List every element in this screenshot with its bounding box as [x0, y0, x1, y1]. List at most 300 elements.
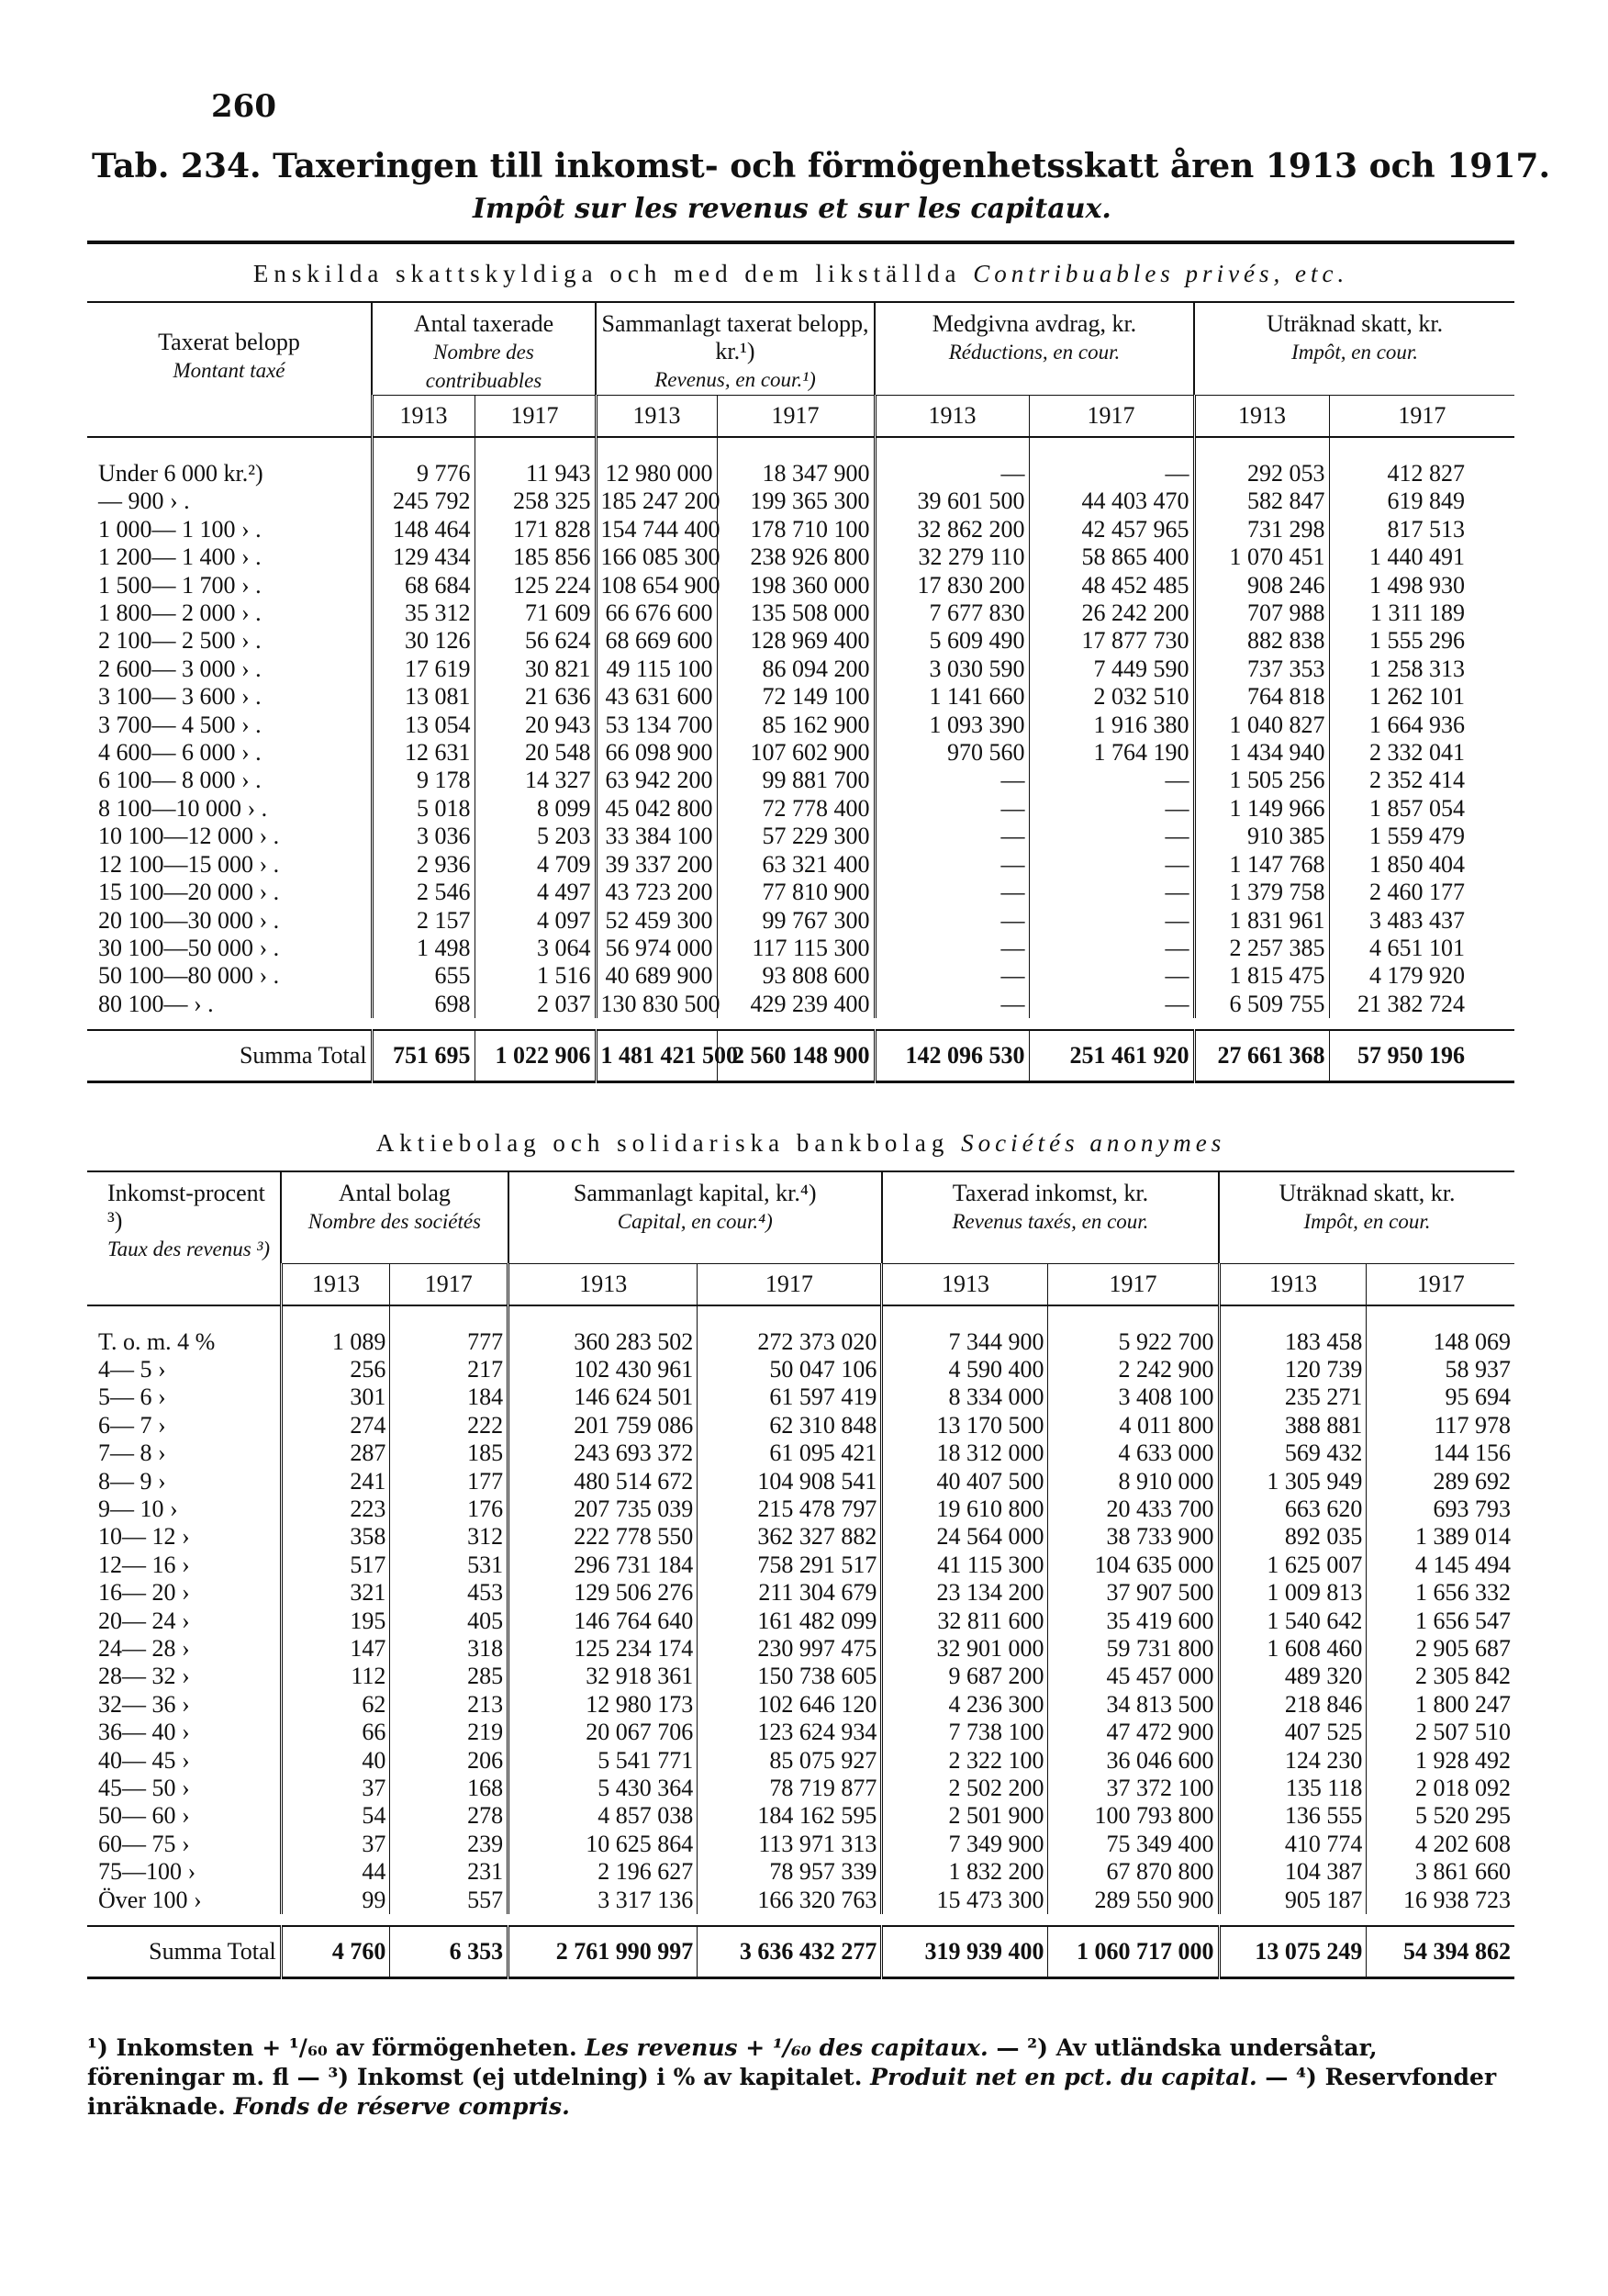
header-tax2-sv: Uträknad skatt, kr.: [1279, 1180, 1456, 1206]
cell-value: 99: [281, 1887, 390, 1914]
table-row: [87, 1551, 1514, 1579]
header-income: [596, 302, 875, 396]
cell-value: 3 861 660: [1367, 1858, 1514, 1886]
cell-value: 5 018: [372, 795, 475, 823]
cell-value: 136 555: [1219, 1802, 1367, 1830]
cell-value: 17 830 200: [875, 572, 1029, 599]
cell-value: —: [1029, 795, 1194, 823]
cell-value: 125 224: [475, 572, 596, 599]
row-label: 1 500— 1 700 › .: [98, 571, 262, 599]
cell-value: 2 037: [475, 991, 596, 1018]
table-row: [87, 1775, 1514, 1802]
cell-value: 3 483 437: [1329, 907, 1468, 935]
header-taxed-income-fr: Revenus taxés, en cour.: [952, 1210, 1149, 1233]
header-count-fr: Nombre des contribuables: [425, 341, 542, 392]
cell-value: 777: [390, 1305, 508, 1356]
total-row: [87, 1926, 1514, 1978]
cell-value: —: [1029, 767, 1194, 794]
row-margin: [1468, 739, 1514, 767]
cell-value: 4 097: [475, 907, 596, 935]
row-label: 60— 75 ›: [98, 1830, 190, 1857]
table-row: [87, 1663, 1514, 1690]
cell-value: 764 818: [1194, 683, 1329, 711]
row-label: 45— 50 ›: [98, 1775, 190, 1801]
cell-value: 14 327: [475, 767, 596, 794]
cell-value: 104 387: [1219, 1858, 1367, 1886]
table-row: [87, 935, 1514, 962]
total-value: 2 761 990 997: [508, 1926, 698, 1978]
footnote-1-fr: Les revenus + ¹/₆₀ des capitaux.: [585, 2034, 988, 2061]
header-income-sv: Sammanlagt taxerat belopp, kr.¹): [601, 310, 869, 364]
table-row: [87, 1468, 1514, 1495]
header-companies-fr: Nombre des sociétés: [307, 1210, 482, 1233]
cell-value: 117 978: [1367, 1412, 1514, 1439]
cell-value: —: [875, 935, 1029, 962]
cell-value: 56 624: [475, 627, 596, 655]
cell-value: 20 433 700: [1048, 1495, 1219, 1523]
row-label: 1 000— 1 100 › .: [98, 515, 262, 543]
table-row: [87, 1802, 1514, 1830]
cell-value: 1 505 256: [1194, 767, 1329, 794]
cell-value: 63 321 400: [717, 851, 875, 879]
row-margin: [1468, 711, 1514, 739]
cell-value: 68 669 600: [596, 627, 717, 655]
cell-value: 3 036: [372, 823, 475, 850]
cell-value: —: [1029, 935, 1194, 962]
header-amount: [87, 302, 372, 396]
cell-value: —: [1029, 962, 1194, 990]
cell-value: 412 827: [1329, 437, 1468, 487]
cell-value: 2 905 687: [1367, 1635, 1514, 1663]
cell-value: 176: [390, 1495, 508, 1523]
table-row: [87, 1831, 1514, 1858]
header-rate-fr: Taux des revenus ³): [107, 1238, 271, 1260]
total-value: 142 096 530: [875, 1030, 1029, 1082]
cell-value: 4 236 300: [882, 1691, 1048, 1719]
cell-value: 42 457 965: [1029, 516, 1194, 543]
cell-value: 1 311 189: [1329, 599, 1468, 627]
spacer-cell: [87, 1018, 1514, 1030]
table-row: [87, 879, 1514, 906]
row-margin: [1468, 655, 1514, 683]
row-margin: [1468, 543, 1514, 571]
cell-value: 2 332 041: [1329, 739, 1468, 767]
cell-value: 707 988: [1194, 599, 1329, 627]
table-row: [87, 1858, 1514, 1886]
cell-value: —: [875, 823, 1029, 850]
header-amount-fr: Montant taxé: [173, 359, 285, 382]
cell-value: 517: [281, 1551, 390, 1579]
cell-value: 1 800 247: [1367, 1691, 1514, 1719]
cell-value: 148 069: [1367, 1305, 1514, 1356]
table-row: [87, 572, 1514, 599]
cell-value: 882 838: [1194, 627, 1329, 655]
table-row: [87, 1607, 1514, 1635]
row-label: 50— 60 ›: [98, 1802, 190, 1830]
table-row: [87, 823, 1514, 850]
cell-value: 67 870 800: [1048, 1858, 1219, 1886]
cell-value: 2 501 900: [882, 1802, 1048, 1830]
cell-value: 230 997 475: [698, 1635, 882, 1663]
table-subtitle: Impôt sur les revenus et sur les capitaux.: [473, 193, 1111, 225]
total-value: 6 353: [390, 1926, 508, 1978]
cell-value: 2 352 414: [1329, 767, 1468, 794]
header-capital: [508, 1171, 882, 1263]
cell-value: 410 774: [1219, 1831, 1367, 1858]
cell-value: 222: [390, 1412, 508, 1439]
cell-value: 296 731 184: [508, 1551, 698, 1579]
year-1913: 1913: [281, 1263, 390, 1305]
cell-value: 50 047 106: [698, 1356, 882, 1383]
cell-value: 150 738 605: [698, 1663, 882, 1690]
cell-value: 905 187: [1219, 1887, 1367, 1914]
cell-value: 171 828: [475, 516, 596, 543]
cell-value: 102 646 120: [698, 1691, 882, 1719]
cell-value: 129 434: [372, 543, 475, 571]
row-margin: [1468, 851, 1514, 879]
cell-value: 278: [390, 1802, 508, 1830]
cell-value: 18 312 000: [882, 1439, 1048, 1467]
cell-value: 185 247 200: [596, 487, 717, 515]
cell-value: 117 115 300: [717, 935, 875, 962]
row-label: 6 100— 8 000 › .: [98, 767, 262, 794]
cell-value: 36 046 600: [1048, 1747, 1219, 1775]
cell-value: 1 664 936: [1329, 711, 1468, 739]
cell-value: 569 432: [1219, 1439, 1367, 1467]
cell-value: 61 095 421: [698, 1439, 882, 1467]
cell-value: 44: [281, 1858, 390, 1886]
cell-value: 4 633 000: [1048, 1439, 1219, 1467]
header-deductions-fr: Réductions, en cour.: [948, 341, 1121, 364]
footnote-3-fr: Produit net en pct. du capital.: [870, 2064, 1257, 2090]
cell-value: 5 922 700: [1048, 1305, 1219, 1356]
cell-value: 1 916 380: [1029, 711, 1194, 739]
cell-value: 35 312: [372, 599, 475, 627]
total-value: 13 075 249: [1219, 1926, 1367, 1978]
cell-value: 6 509 755: [1194, 991, 1329, 1018]
row-label: 20— 24 ›: [98, 1607, 190, 1634]
year-1917: 1917: [475, 396, 596, 438]
cell-value: —: [875, 767, 1029, 794]
cell-value: 2 936: [372, 851, 475, 879]
cell-value: 7 677 830: [875, 599, 1029, 627]
cell-value: 130 830 500: [596, 991, 717, 1018]
cell-value: 68 684: [372, 572, 475, 599]
cell-value: 8 334 000: [882, 1383, 1048, 1411]
cell-value: 241: [281, 1468, 390, 1495]
section1-title-sv: Enskilda skattskyldiga och med dem likställda: [252, 259, 962, 287]
row-label: 10 100—12 000 › .: [98, 823, 280, 850]
cell-value: 2 018 092: [1367, 1775, 1514, 1802]
cell-value: 13 054: [372, 711, 475, 739]
cell-value: 161 482 099: [698, 1607, 882, 1635]
cell-value: 184: [390, 1383, 508, 1411]
cell-value: 1 389 014: [1367, 1523, 1514, 1551]
cell-value: 10 625 864: [508, 1831, 698, 1858]
cell-value: 4 145 494: [1367, 1551, 1514, 1579]
table-row: [87, 907, 1514, 935]
cell-value: 166 085 300: [596, 543, 717, 571]
year-1917: 1917: [390, 1263, 508, 1305]
cell-value: 45 042 800: [596, 795, 717, 823]
table-row: [87, 1579, 1514, 1607]
table-row: [87, 627, 1514, 655]
cell-value: 35 419 600: [1048, 1607, 1219, 1635]
cell-value: 195: [281, 1607, 390, 1635]
row-label: 8 100—10 000 › .: [98, 794, 268, 822]
cell-value: 737 353: [1194, 655, 1329, 683]
cell-value: 1 379 758: [1194, 879, 1329, 906]
cell-value: —: [1029, 851, 1194, 879]
footnotes: [87, 2033, 1519, 2122]
cell-value: 1 070 451: [1194, 543, 1329, 571]
cell-value: 1 656 547: [1367, 1607, 1514, 1635]
cell-value: —: [1029, 907, 1194, 935]
cell-value: 129 506 276: [508, 1579, 698, 1607]
table-row: [87, 795, 1514, 823]
cell-value: 206: [390, 1747, 508, 1775]
cell-value: —: [875, 795, 1029, 823]
cell-value: 1 850 404: [1329, 851, 1468, 879]
cell-value: 1 147 768: [1194, 851, 1329, 879]
cell-value: 1 928 492: [1367, 1747, 1514, 1775]
cell-value: 1 262 101: [1329, 683, 1468, 711]
cell-value: 388 881: [1219, 1412, 1367, 1439]
cell-value: 18 347 900: [717, 437, 875, 487]
cell-value: 4 011 800: [1048, 1412, 1219, 1439]
cell-value: 184 162 595: [698, 1802, 882, 1830]
cell-value: 1 498: [372, 935, 475, 962]
cell-value: 207 735 039: [508, 1495, 698, 1523]
cell-value: 17 619: [372, 655, 475, 683]
year-1917: 1917: [1367, 1263, 1514, 1305]
cell-value: 58 937: [1367, 1356, 1514, 1383]
cell-value: 32 862 200: [875, 516, 1029, 543]
cell-value: 12 631: [372, 739, 475, 767]
row-label: 24— 28 ›: [98, 1634, 190, 1662]
cell-value: 178 710 100: [717, 516, 875, 543]
cell-value: 2 196 627: [508, 1858, 698, 1886]
cell-value: 66: [281, 1719, 390, 1746]
cell-value: 235 271: [1219, 1383, 1367, 1411]
section1-title: [87, 246, 1514, 302]
row-margin: [1468, 516, 1514, 543]
total-value: 27 661 368: [1194, 1030, 1329, 1082]
cell-value: 39 337 200: [596, 851, 717, 879]
cell-value: 33 384 100: [596, 823, 717, 850]
cell-value: 20 067 706: [508, 1719, 698, 1746]
cell-value: 104 908 541: [698, 1468, 882, 1495]
cell-value: 100 793 800: [1048, 1802, 1219, 1830]
cell-value: 231: [390, 1858, 508, 1886]
row-margin: [1468, 599, 1514, 627]
cell-value: 107 602 900: [717, 739, 875, 767]
row-label: 20 100—30 000 › .: [98, 906, 280, 934]
cell-value: 154 744 400: [596, 516, 717, 543]
cell-value: 531: [390, 1551, 508, 1579]
table-row: [87, 739, 1514, 767]
cell-value: 30 126: [372, 627, 475, 655]
row-margin: [1468, 991, 1514, 1018]
companies-table: [87, 1115, 1514, 1979]
cell-value: 1 516: [475, 962, 596, 990]
cell-value: 58 865 400: [1029, 543, 1194, 571]
cell-value: 34 813 500: [1048, 1691, 1219, 1719]
total-label: Summa Total: [87, 1926, 281, 1978]
cell-value: 198 360 000: [717, 572, 875, 599]
cell-value: 1 608 460: [1219, 1635, 1367, 1663]
cell-value: 7 738 100: [882, 1719, 1048, 1746]
table-row: [87, 543, 1514, 571]
cell-value: 8 910 000: [1048, 1468, 1219, 1495]
total-row: [87, 1030, 1514, 1082]
row-label: 9— 10 ›: [98, 1495, 178, 1522]
spacer-cell: [87, 1914, 1514, 1926]
row-label: Under 6 000 kr.²): [98, 460, 263, 487]
cell-value: 12 980 173: [508, 1691, 698, 1719]
cell-value: 2 460 177: [1329, 879, 1468, 906]
row-label: 8— 9 ›: [98, 1467, 166, 1495]
footnote-4: — ⁴) Reservfonder inräknade.: [87, 2064, 1497, 2120]
table-row: [87, 1439, 1514, 1467]
year-1913: 1913: [372, 396, 475, 438]
total-value: 1 022 906: [475, 1030, 596, 1082]
cell-value: 360 283 502: [508, 1305, 698, 1356]
total-value: 251 461 920: [1029, 1030, 1194, 1082]
cell-value: 489 320: [1219, 1663, 1367, 1690]
cell-value: 405: [390, 1607, 508, 1635]
cell-value: 258 325: [475, 487, 596, 515]
row-margin: [1468, 879, 1514, 906]
header-tax2-fr: Impôt, en cour.: [1303, 1210, 1431, 1233]
table-row: [87, 1887, 1514, 1914]
total-value: 1 060 717 000: [1048, 1926, 1219, 1978]
cell-value: 4 857 038: [508, 1802, 698, 1830]
row-label: 50 100—80 000 › .: [98, 962, 280, 990]
cell-value: 238 926 800: [717, 543, 875, 571]
cell-value: 7 449 590: [1029, 655, 1194, 683]
cell-value: 4 651 101: [1329, 935, 1468, 962]
cell-value: 480 514 672: [508, 1468, 698, 1495]
cell-value: 48 452 485: [1029, 572, 1194, 599]
row-margin: [1468, 487, 1514, 515]
cell-value: 4 202 608: [1367, 1831, 1514, 1858]
cell-value: 93 808 600: [717, 962, 875, 990]
cell-value: 1 040 827: [1194, 711, 1329, 739]
cell-value: 1 656 332: [1367, 1579, 1514, 1607]
cell-value: 698: [372, 991, 475, 1018]
cell-value: 185 856: [475, 543, 596, 571]
cell-value: 619 849: [1329, 487, 1468, 515]
cell-value: 2 257 385: [1194, 935, 1329, 962]
header-income-fr: Revenus, en cour.¹): [654, 368, 816, 391]
table-row: [87, 1383, 1514, 1411]
row-label: 36— 40 ›: [98, 1719, 190, 1746]
spacer-row: [87, 1018, 1514, 1030]
total-value: 54 394 862: [1367, 1926, 1514, 1978]
row-margin: [1468, 962, 1514, 990]
cell-value: 3 317 136: [508, 1887, 698, 1914]
total-value: 2 560 148 900: [717, 1030, 875, 1082]
row-margin: [1468, 907, 1514, 935]
cell-value: 104 635 000: [1048, 1551, 1219, 1579]
cell-value: 1 305 949: [1219, 1468, 1367, 1495]
cell-value: 4 497: [475, 879, 596, 906]
cell-value: 274: [281, 1412, 390, 1439]
table-row: [87, 1495, 1514, 1523]
header-capital-sv: Sammanlagt kapital, kr.⁴): [573, 1180, 817, 1206]
cell-value: 99 767 300: [717, 907, 875, 935]
total-value: 57 950 196: [1329, 1030, 1468, 1082]
cell-value: 243 693 372: [508, 1439, 698, 1467]
row-label: 30 100—50 000 › .: [98, 934, 280, 961]
table-row: [87, 1305, 1514, 1356]
row-margin: [1468, 437, 1514, 487]
cell-value: 44 403 470: [1029, 487, 1194, 515]
section2-title-fr: Sociétés anonymes: [961, 1128, 1226, 1157]
cell-value: 2 507 510: [1367, 1719, 1514, 1746]
cell-value: 24 564 000: [882, 1523, 1048, 1551]
cell-value: 57 229 300: [717, 823, 875, 850]
total-value: 319 939 400: [882, 1926, 1048, 1978]
cell-value: 26 242 200: [1029, 599, 1194, 627]
section1-title-fr: Contribuables privés, etc.: [973, 259, 1349, 287]
cell-value: 53 134 700: [596, 711, 717, 739]
header-taxed-income-sv: Taxerad inkomst, kr.: [952, 1180, 1149, 1206]
cell-value: 3 064: [475, 935, 596, 962]
cell-value: 12 980 000: [596, 437, 717, 487]
cell-value: —: [875, 991, 1029, 1018]
row-label: 3 100— 3 600 › .: [98, 683, 262, 711]
cell-value: 183 458: [1219, 1305, 1367, 1356]
cell-value: 72 778 400: [717, 795, 875, 823]
cell-value: 1 540 642: [1219, 1607, 1367, 1635]
row-label: 1 200— 1 400 › .: [98, 543, 262, 571]
row-label: 7— 8 ›: [98, 1439, 166, 1467]
cell-value: 201 759 086: [508, 1412, 698, 1439]
cell-value: 40 407 500: [882, 1468, 1048, 1495]
cell-value: 213: [390, 1691, 508, 1719]
row-margin: [1468, 935, 1514, 962]
cell-value: 219: [390, 1719, 508, 1746]
cell-value: 1 258 313: [1329, 655, 1468, 683]
cell-value: 146 764 640: [508, 1607, 698, 1635]
cell-value: 61 597 419: [698, 1383, 882, 1411]
cell-value: 77 810 900: [717, 879, 875, 906]
cell-value: 407 525: [1219, 1719, 1367, 1746]
cell-value: —: [1029, 879, 1194, 906]
page-number: 260: [211, 88, 276, 125]
cell-value: 62: [281, 1691, 390, 1719]
cell-value: 56 974 000: [596, 935, 717, 962]
cell-value: 1 857 054: [1329, 795, 1468, 823]
cell-value: 5 520 295: [1367, 1802, 1514, 1830]
cell-value: 582 847: [1194, 487, 1329, 515]
cell-value: 3 408 100: [1048, 1383, 1219, 1411]
cell-value: 910 385: [1194, 823, 1329, 850]
cell-value: 1 815 475: [1194, 962, 1329, 990]
footnote-1: ¹) Inkomsten + ¹/₆₀ av förmögenheten.: [87, 2034, 577, 2061]
cell-value: 40: [281, 1747, 390, 1775]
cell-value: 71 609: [475, 599, 596, 627]
cell-value: 43 723 200: [596, 879, 717, 906]
year-1917: 1917: [1329, 396, 1514, 438]
cell-value: 2 322 100: [882, 1747, 1048, 1775]
header-deductions: [875, 302, 1194, 396]
cell-value: 245 792: [372, 487, 475, 515]
cell-value: 37 907 500: [1048, 1579, 1219, 1607]
header-tax-fr: Impôt, en cour.: [1291, 341, 1419, 364]
